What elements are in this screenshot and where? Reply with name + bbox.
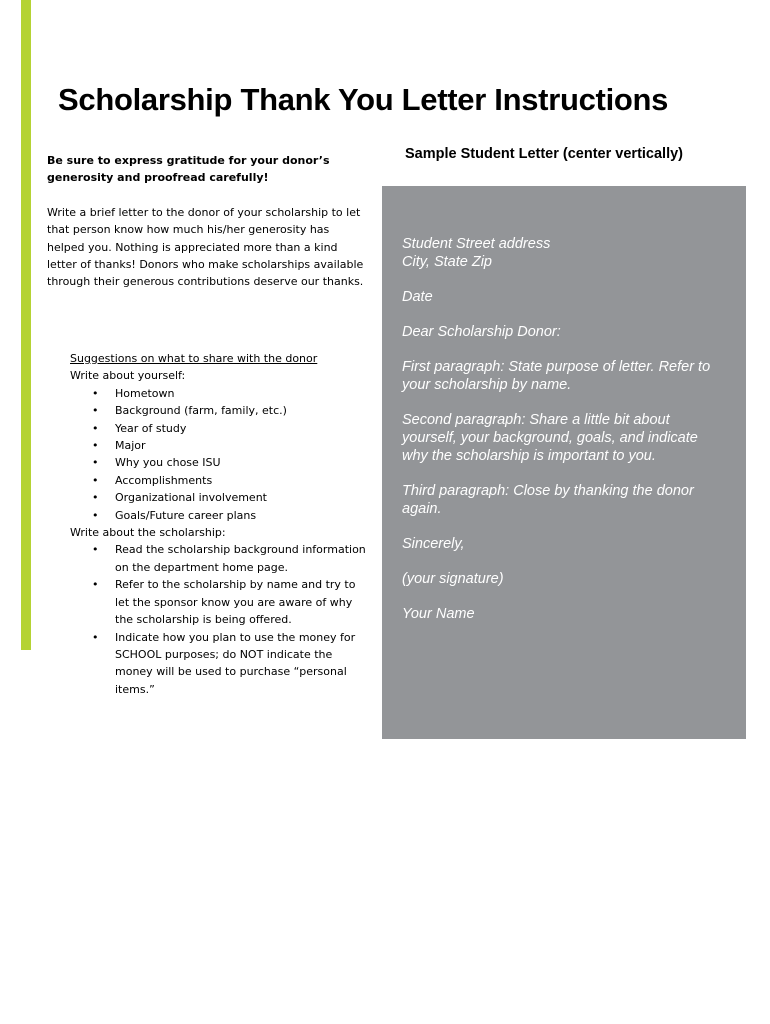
letter-name: Your Name	[402, 606, 475, 622]
list-item: • Why you chose ISU	[115, 454, 370, 471]
intro-emphasis: Be sure to express gratitude for your donor’s generosity and proofread carefully!	[47, 154, 330, 185]
letter-closing: Sincerely,	[402, 536, 465, 552]
list-item: • Refer to the scholarship by name and try to let the sponsor know you are aware of why the scholarship is being offered.	[115, 576, 370, 628]
yourself-label: Write about yourself:	[70, 369, 186, 383]
letter-salutation: Dear Scholarship Donor:	[402, 324, 561, 340]
sample-letter-box	[382, 186, 746, 739]
scholarship-list	[70, 541, 370, 698]
list-item: • Major	[115, 437, 370, 454]
list-item: • Read the scholarship background information on the department home page.	[115, 541, 370, 576]
yourself-list	[70, 385, 370, 524]
suggestions-section	[70, 350, 370, 698]
sample-letter-label: Sample Student Letter (center vertically)	[405, 146, 683, 162]
list-item: • Indicate how you plan to use the money for SCHOOL purposes; do NOT indicate the money will be used to purchase “personal items.”	[115, 629, 370, 699]
page-title: Scholarship Thank You Letter Instructions	[58, 82, 669, 117]
letter-paragraph-2: Second paragraph: Share a little bit about yourself, your background, goals, and indicate why the scholarship is important to you.	[402, 412, 698, 464]
list-item: • Hometown	[115, 385, 370, 402]
list-item: • Accomplishments	[115, 472, 370, 489]
list-item: • Year of study	[115, 420, 370, 437]
intro-paragraph: Write a brief letter to the donor of your scholarship to let that person know how much his/her generosity has helped you. Nothing is appreciated more than a kind letter of thanks! Donors who make scholarships available through their generous contributions deserve our thanks.	[47, 205, 364, 289]
list-item: • Background (farm, family, etc.)	[115, 402, 370, 419]
letter-signature: (your signature)	[402, 571, 504, 587]
suggestions-heading: Suggestions on what to share with the donor	[70, 352, 318, 365]
sample-letter-content	[402, 235, 722, 640]
accent-bar	[21, 0, 31, 650]
intro-section	[47, 152, 367, 291]
list-item: • Goals/Future career plans	[115, 507, 370, 524]
letter-paragraph-1: First paragraph: State purpose of letter. Refer to your scholarship by name.	[402, 359, 711, 393]
scholarship-label: Write about the scholarship:	[70, 526, 226, 540]
letter-paragraph-3: Third paragraph: Close by thanking the donor again.	[402, 483, 694, 517]
letter-address	[402, 235, 722, 271]
address-line-1: Student Street address	[402, 236, 551, 252]
address-line-2: City, State Zip	[402, 254, 492, 270]
letter-date: Date	[402, 289, 433, 305]
list-item: • Organizational involvement	[115, 489, 370, 506]
